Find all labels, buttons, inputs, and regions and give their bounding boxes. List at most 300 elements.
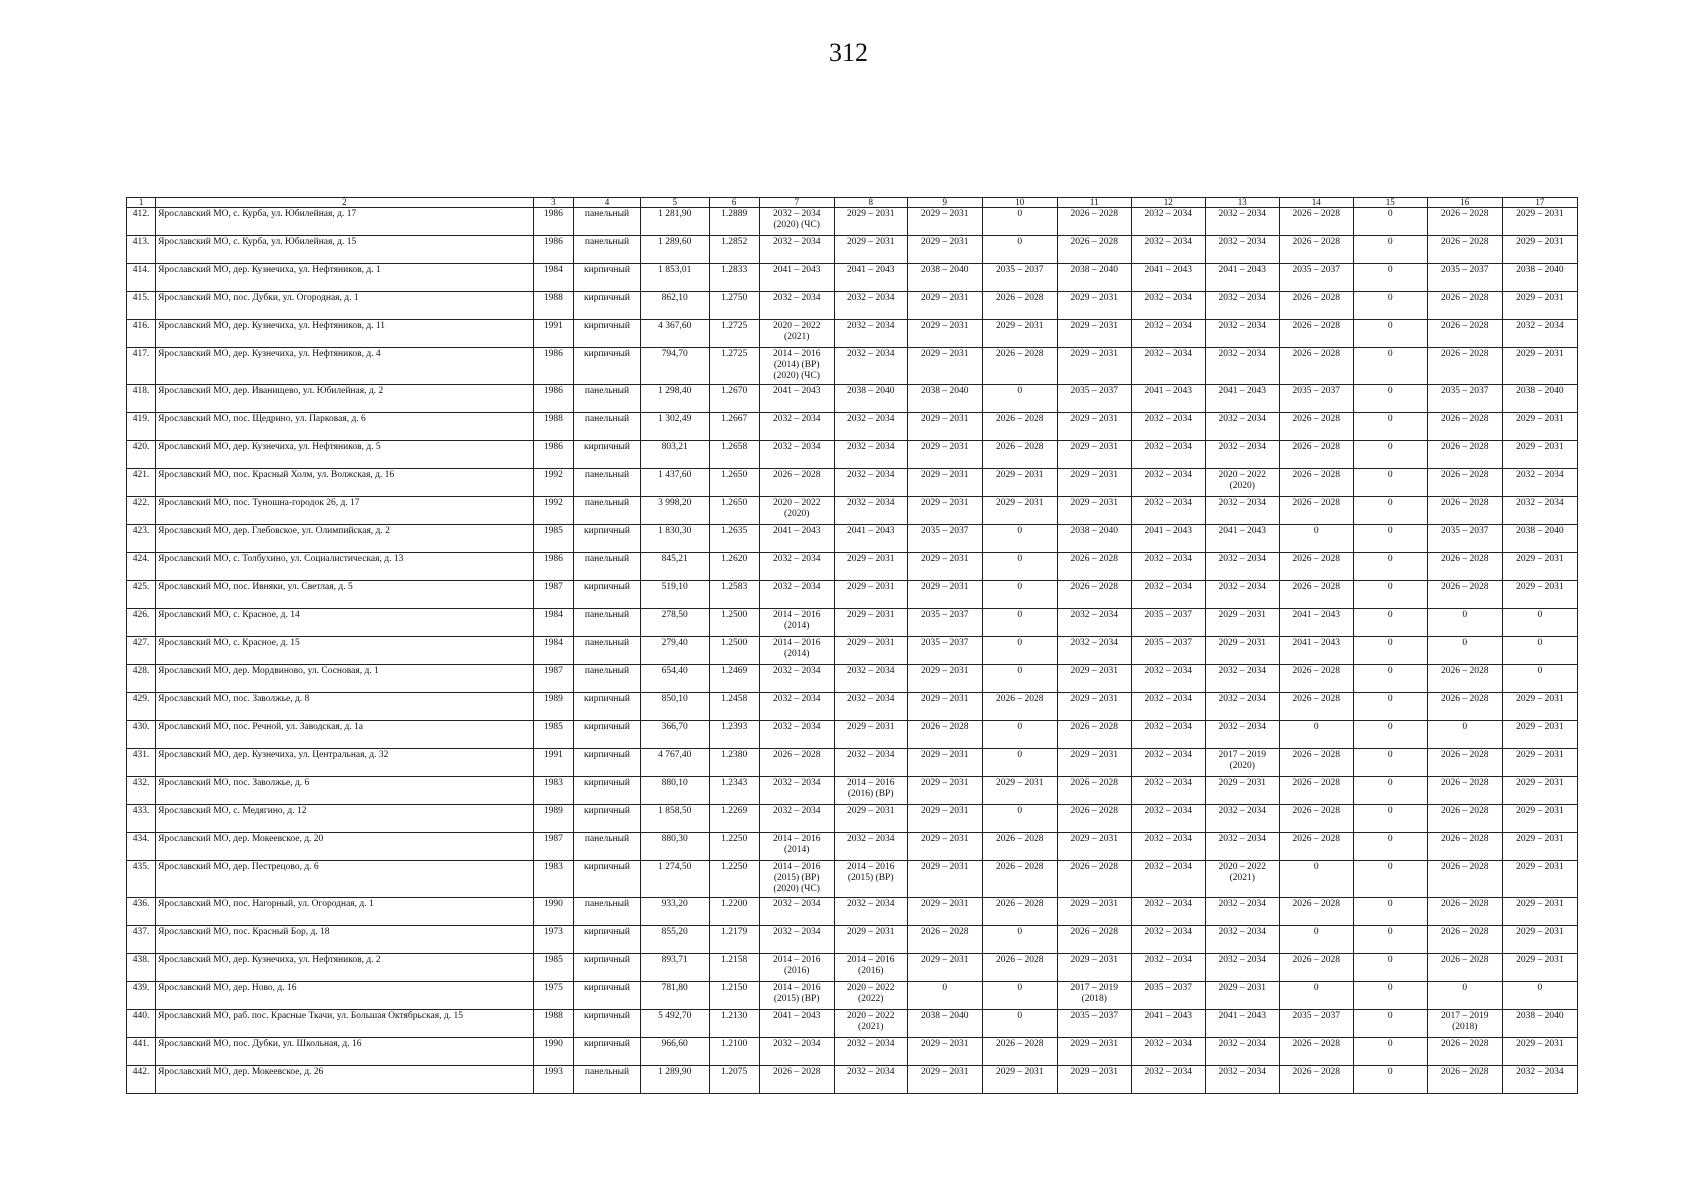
col16-cell: 0 [1427, 609, 1502, 637]
material-cell: кирпичный [574, 581, 641, 609]
area-cell: 366,70 [640, 721, 709, 749]
col17-cell: 2029 – 2031 [1502, 292, 1577, 320]
row-number: 433. [127, 805, 156, 833]
col10-cell: 0 [982, 208, 1057, 236]
col9-cell: 2029 – 2031 [907, 805, 982, 833]
col13-cell: 2032 – 2034 [1205, 292, 1279, 320]
col10-cell: 2026 – 2028 [982, 861, 1057, 898]
col16-cell: 2026 – 2028 [1427, 954, 1502, 982]
row-number: 417. [127, 348, 156, 385]
col15-cell: 0 [1353, 861, 1427, 898]
coefficient-cell: 1.2150 [709, 982, 759, 1010]
area-cell: 1 298,40 [640, 385, 709, 413]
table-row [127, 553, 1578, 581]
material-cell: панельный [574, 236, 641, 264]
col16-cell: 2026 – 2028 [1427, 320, 1502, 348]
row-number: 422. [127, 497, 156, 525]
year-cell: 1987 [533, 665, 574, 693]
col12-cell: 2032 – 2034 [1131, 441, 1205, 469]
col14-cell: 2035 – 2037 [1279, 385, 1353, 413]
coefficient-cell: 1.2130 [709, 1010, 759, 1038]
col14-cell: 0 [1279, 525, 1353, 553]
col15-cell: 0 [1353, 441, 1427, 469]
col16-cell: 2035 – 2037 [1427, 264, 1502, 292]
column-header: 10 [982, 198, 1057, 208]
col10-cell: 2026 – 2028 [982, 1038, 1057, 1066]
col17-cell: 2029 – 2031 [1502, 208, 1577, 236]
col14-cell: 2026 – 2028 [1279, 749, 1353, 777]
coefficient-cell: 1.2075 [709, 1066, 759, 1094]
row-number: 441. [127, 1038, 156, 1066]
year-cell: 1991 [533, 749, 574, 777]
area-cell: 519,10 [640, 581, 709, 609]
col9-cell: 2026 – 2028 [907, 926, 982, 954]
column-header: 1 [127, 198, 156, 208]
material-cell: кирпичный [574, 348, 641, 385]
col16-cell: 2026 – 2028 [1427, 348, 1502, 385]
col14-cell: 2026 – 2028 [1279, 553, 1353, 581]
col15-cell: 0 [1353, 749, 1427, 777]
col7-cell: 2026 – 2028 [759, 1066, 834, 1094]
address-cell: Ярославский МО, с. Курба, ул. Юбилейная, д. 17 [156, 208, 533, 236]
col11-cell: 2026 – 2028 [1057, 553, 1131, 581]
col13-cell: 2032 – 2034 [1205, 833, 1279, 861]
row-number: 423. [127, 525, 156, 553]
col17-cell: 2038 – 2040 [1502, 264, 1577, 292]
col14-cell: 2026 – 2028 [1279, 236, 1353, 264]
col11-cell: 2029 – 2031 [1057, 469, 1131, 497]
col14-cell: 0 [1279, 982, 1353, 1010]
column-header: 17 [1502, 198, 1577, 208]
year-cell: 1986 [533, 441, 574, 469]
area-cell: 850,10 [640, 693, 709, 721]
col11-cell: 2029 – 2031 [1057, 348, 1131, 385]
coefficient-cell: 1.2750 [709, 292, 759, 320]
col9-cell: 0 [907, 982, 982, 1010]
col9-cell: 2038 – 2040 [907, 1010, 982, 1038]
col13-cell: 2032 – 2034 [1205, 320, 1279, 348]
col17-cell: 2029 – 2031 [1502, 693, 1577, 721]
area-cell: 893,71 [640, 954, 709, 982]
table-row [127, 348, 1578, 385]
area-cell: 1 302,49 [640, 413, 709, 441]
area-cell: 794,70 [640, 348, 709, 385]
table-row [127, 777, 1578, 805]
year-cell: 1973 [533, 926, 574, 954]
row-number: 435. [127, 861, 156, 898]
coefficient-cell: 1.2670 [709, 385, 759, 413]
address-cell: Ярославский МО, дер. Кузнечиха, ул. Центральная, д. 32 [156, 749, 533, 777]
address-cell: Ярославский МО, дер. Пестрецово, д. 6 [156, 861, 533, 898]
col9-cell: 2029 – 2031 [907, 1066, 982, 1094]
col7-cell: 2032 – 2034 [759, 665, 834, 693]
col17-cell: 0 [1502, 637, 1577, 665]
col16-cell: 2026 – 2028 [1427, 441, 1502, 469]
col15-cell: 0 [1353, 1066, 1427, 1094]
col15-cell: 0 [1353, 320, 1427, 348]
col11-cell: 2035 – 2037 [1057, 385, 1131, 413]
col10-cell: 2029 – 2031 [982, 497, 1057, 525]
col12-cell: 2041 – 2043 [1131, 525, 1205, 553]
col8-cell: 2029 – 2031 [834, 236, 907, 264]
col12-cell: 2032 – 2034 [1131, 413, 1205, 441]
column-header: 3 [533, 198, 574, 208]
col10-cell: 0 [982, 721, 1057, 749]
area-cell: 880,30 [640, 833, 709, 861]
material-cell: кирпичный [574, 926, 641, 954]
table-body [127, 208, 1578, 1094]
col13-cell: 2032 – 2034 [1205, 926, 1279, 954]
col17-cell: 2038 – 2040 [1502, 385, 1577, 413]
col7-cell: 2032 – 2034 [759, 898, 834, 926]
address-cell: Ярославский МО, раб. пос. Красные Ткачи, ул. Большая Октябрьская, д. 15 [156, 1010, 533, 1038]
col12-cell: 2041 – 2043 [1131, 1010, 1205, 1038]
address-cell: Ярославский МО, дер. Кузнечиха, ул. Нефтяников, д. 4 [156, 348, 533, 385]
column-header: 8 [834, 198, 907, 208]
col7-cell: 2032 – 2034 [759, 292, 834, 320]
material-cell: кирпичный [574, 805, 641, 833]
material-cell: кирпичный [574, 320, 641, 348]
col14-cell: 2026 – 2028 [1279, 581, 1353, 609]
col15-cell: 0 [1353, 954, 1427, 982]
col10-cell: 2029 – 2031 [982, 469, 1057, 497]
year-cell: 1987 [533, 833, 574, 861]
material-cell: кирпичный [574, 721, 641, 749]
col14-cell: 2035 – 2037 [1279, 1010, 1353, 1038]
col14-cell: 2026 – 2028 [1279, 954, 1353, 982]
col9-cell: 2029 – 2031 [907, 413, 982, 441]
table-row [127, 665, 1578, 693]
material-cell: панельный [574, 609, 641, 637]
col15-cell: 0 [1353, 553, 1427, 581]
col9-cell: 2029 – 2031 [907, 441, 982, 469]
column-header: 12 [1131, 198, 1205, 208]
col7-cell: 2041 – 2043 [759, 385, 834, 413]
col10-cell: 0 [982, 637, 1057, 665]
column-header: 9 [907, 198, 982, 208]
address-cell: Ярославский МО, пос. Ивняки, ул. Светлая, д. 5 [156, 581, 533, 609]
col8-cell: 2029 – 2031 [834, 609, 907, 637]
col17-cell: 2029 – 2031 [1502, 348, 1577, 385]
address-cell: Ярославский МО, с. Красное, д. 14 [156, 609, 533, 637]
column-header: 14 [1279, 198, 1353, 208]
col9-cell: 2029 – 2031 [907, 693, 982, 721]
col12-cell: 2032 – 2034 [1131, 777, 1205, 805]
page-number: 312 [829, 38, 868, 67]
col16-cell: 2026 – 2028 [1427, 469, 1502, 497]
col15-cell: 0 [1353, 665, 1427, 693]
year-cell: 1988 [533, 413, 574, 441]
col11-cell: 2032 – 2034 [1057, 637, 1131, 665]
table-row [127, 497, 1578, 525]
address-cell: Ярославский МО, дер. Кузнечиха, ул. Нефтяников, д. 11 [156, 320, 533, 348]
row-number: 432. [127, 777, 156, 805]
col13-cell: 2032 – 2034 [1205, 441, 1279, 469]
row-number: 425. [127, 581, 156, 609]
table-row [127, 292, 1578, 320]
coefficient-cell: 1.2852 [709, 236, 759, 264]
year-cell: 1985 [533, 525, 574, 553]
col8-cell: 2029 – 2031 [834, 208, 907, 236]
table-row [127, 469, 1578, 497]
col14-cell: 2026 – 2028 [1279, 469, 1353, 497]
col15-cell: 0 [1353, 609, 1427, 637]
col14-cell: 0 [1279, 861, 1353, 898]
col12-cell: 2032 – 2034 [1131, 805, 1205, 833]
coefficient-cell: 1.2725 [709, 320, 759, 348]
col13-cell: 2029 – 2031 [1205, 637, 1279, 665]
material-cell: кирпичный [574, 441, 641, 469]
col11-cell: 2038 – 2040 [1057, 264, 1131, 292]
col16-cell: 2026 – 2028 [1427, 898, 1502, 926]
col11-cell: 2029 – 2031 [1057, 898, 1131, 926]
table-row [127, 208, 1578, 236]
col10-cell: 2026 – 2028 [982, 413, 1057, 441]
area-cell: 803,21 [640, 441, 709, 469]
col7-cell: 2032 – 2034 [759, 1038, 834, 1066]
col10-cell: 2029 – 2031 [982, 1066, 1057, 1094]
area-cell: 880,10 [640, 777, 709, 805]
col9-cell: 2029 – 2031 [907, 777, 982, 805]
col10-cell: 0 [982, 581, 1057, 609]
col12-cell: 2032 – 2034 [1131, 320, 1205, 348]
col17-cell: 2029 – 2031 [1502, 805, 1577, 833]
col11-cell: 2032 – 2034 [1057, 609, 1131, 637]
col14-cell: 2035 – 2037 [1279, 264, 1353, 292]
column-header: 16 [1427, 198, 1502, 208]
col16-cell: 2017 – 2019 (2018) [1427, 1010, 1502, 1038]
table-row [127, 982, 1578, 1010]
col11-cell: 2029 – 2031 [1057, 292, 1131, 320]
col12-cell: 2032 – 2034 [1131, 693, 1205, 721]
col12-cell: 2032 – 2034 [1131, 926, 1205, 954]
address-cell: Ярославский МО, дер. Мордвиново, ул. Сосновая, д. 1 [156, 665, 533, 693]
row-number: 431. [127, 749, 156, 777]
col8-cell: 2014 – 2016 (2016) [834, 954, 907, 982]
coefficient-cell: 1.2635 [709, 525, 759, 553]
col7-cell: 2032 – 2034 [759, 721, 834, 749]
col14-cell: 2041 – 2043 [1279, 609, 1353, 637]
column-header: 5 [640, 198, 709, 208]
col13-cell: 2032 – 2034 [1205, 581, 1279, 609]
material-cell: панельный [574, 497, 641, 525]
col9-cell: 2029 – 2031 [907, 581, 982, 609]
col8-cell: 2032 – 2034 [834, 497, 907, 525]
col10-cell: 2026 – 2028 [982, 693, 1057, 721]
address-cell: Ярославский МО, пос. Красный Холм, ул. Волжская, д. 16 [156, 469, 533, 497]
row-number: 419. [127, 413, 156, 441]
col14-cell: 0 [1279, 721, 1353, 749]
col7-cell: 2026 – 2028 [759, 469, 834, 497]
col9-cell: 2029 – 2031 [907, 236, 982, 264]
address-cell: Ярославский МО, дер. Глебовское, ул. Олимпийская, д. 2 [156, 525, 533, 553]
year-cell: 1975 [533, 982, 574, 1010]
col15-cell: 0 [1353, 926, 1427, 954]
row-number: 429. [127, 693, 156, 721]
col12-cell: 2035 – 2037 [1131, 609, 1205, 637]
address-cell: Ярославский МО, пос. Туношна-городок 26, д. 17 [156, 497, 533, 525]
col13-cell: 2020 – 2022 (2020) [1205, 469, 1279, 497]
coefficient-cell: 1.2833 [709, 264, 759, 292]
col15-cell: 0 [1353, 1038, 1427, 1066]
col12-cell: 2035 – 2037 [1131, 637, 1205, 665]
area-cell: 279,40 [640, 637, 709, 665]
col15-cell: 0 [1353, 1010, 1427, 1038]
year-cell: 1988 [533, 1010, 574, 1038]
col15-cell: 0 [1353, 637, 1427, 665]
year-cell: 1984 [533, 637, 574, 665]
col13-cell: 2041 – 2043 [1205, 264, 1279, 292]
row-number: 418. [127, 385, 156, 413]
material-cell: панельный [574, 898, 641, 926]
col13-cell: 2032 – 2034 [1205, 954, 1279, 982]
col14-cell: 2026 – 2028 [1279, 320, 1353, 348]
col13-cell: 2032 – 2034 [1205, 413, 1279, 441]
table-row [127, 264, 1578, 292]
area-cell: 855,20 [640, 926, 709, 954]
area-cell: 5 492,70 [640, 1010, 709, 1038]
col16-cell: 2035 – 2037 [1427, 385, 1502, 413]
col11-cell: 2029 – 2031 [1057, 833, 1131, 861]
col9-cell: 2029 – 2031 [907, 1038, 982, 1066]
col12-cell: 2032 – 2034 [1131, 581, 1205, 609]
col17-cell: 2038 – 2040 [1502, 1010, 1577, 1038]
area-cell: 278,50 [640, 609, 709, 637]
area-cell: 966,60 [640, 1038, 709, 1066]
col12-cell: 2032 – 2034 [1131, 833, 1205, 861]
col13-cell: 2032 – 2034 [1205, 236, 1279, 264]
table-row [127, 1010, 1578, 1038]
year-cell: 1986 [533, 553, 574, 581]
coefficient-cell: 1.2179 [709, 926, 759, 954]
material-cell: панельный [574, 469, 641, 497]
address-cell: Ярославский МО, дер. Кузнечиха, ул. Нефтяников, д. 2 [156, 954, 533, 982]
address-cell: Ярославский МО, дер. Мокеевское, д. 26 [156, 1066, 533, 1094]
area-cell: 862,10 [640, 292, 709, 320]
year-cell: 1989 [533, 805, 574, 833]
material-cell: кирпичный [574, 1038, 641, 1066]
area-cell: 4 767,40 [640, 749, 709, 777]
row-number: 442. [127, 1066, 156, 1094]
col10-cell: 0 [982, 926, 1057, 954]
col11-cell: 2029 – 2031 [1057, 1038, 1131, 1066]
col10-cell: 0 [982, 749, 1057, 777]
material-cell: кирпичный [574, 525, 641, 553]
area-cell: 1 830,30 [640, 525, 709, 553]
area-cell: 3 998,20 [640, 497, 709, 525]
row-number: 412. [127, 208, 156, 236]
col8-cell: 2032 – 2034 [834, 833, 907, 861]
year-cell: 1983 [533, 861, 574, 898]
coefficient-cell: 1.2469 [709, 665, 759, 693]
col14-cell: 2041 – 2043 [1279, 637, 1353, 665]
coefficient-cell: 1.2650 [709, 497, 759, 525]
coefficient-cell: 1.2250 [709, 861, 759, 898]
col16-cell: 2026 – 2028 [1427, 749, 1502, 777]
col17-cell: 2032 – 2034 [1502, 469, 1577, 497]
col8-cell: 2032 – 2034 [834, 320, 907, 348]
col8-cell: 2032 – 2034 [834, 1066, 907, 1094]
col7-cell: 2026 – 2028 [759, 749, 834, 777]
col12-cell: 2032 – 2034 [1131, 721, 1205, 749]
col9-cell: 2035 – 2037 [907, 609, 982, 637]
col17-cell: 2032 – 2034 [1502, 1066, 1577, 1094]
col10-cell: 2029 – 2031 [982, 320, 1057, 348]
col9-cell: 2029 – 2031 [907, 833, 982, 861]
coefficient-cell: 1.2725 [709, 348, 759, 385]
table-row [127, 721, 1578, 749]
col15-cell: 0 [1353, 805, 1427, 833]
col8-cell: 2029 – 2031 [834, 926, 907, 954]
col13-cell: 2032 – 2034 [1205, 665, 1279, 693]
col7-cell: 2032 – 2034 [759, 777, 834, 805]
col14-cell: 2026 – 2028 [1279, 413, 1353, 441]
col17-cell: 2029 – 2031 [1502, 236, 1577, 264]
row-number: 414. [127, 264, 156, 292]
year-cell: 1991 [533, 320, 574, 348]
col12-cell: 2041 – 2043 [1131, 264, 1205, 292]
row-number: 415. [127, 292, 156, 320]
col7-cell: 2014 – 2016 (2014) [759, 637, 834, 665]
address-cell: Ярославский МО, дер. Кузнечиха, ул. Нефтяников, д. 5 [156, 441, 533, 469]
year-cell: 1986 [533, 208, 574, 236]
col9-cell: 2029 – 2031 [907, 954, 982, 982]
col16-cell: 2026 – 2028 [1427, 861, 1502, 898]
col17-cell: 2029 – 2031 [1502, 954, 1577, 982]
col7-cell: 2014 – 2016 (2014) [759, 609, 834, 637]
col12-cell: 2032 – 2034 [1131, 208, 1205, 236]
col12-cell: 2032 – 2034 [1131, 665, 1205, 693]
col14-cell: 2026 – 2028 [1279, 665, 1353, 693]
col10-cell: 2026 – 2028 [982, 348, 1057, 385]
material-cell: кирпичный [574, 693, 641, 721]
col16-cell: 2026 – 2028 [1427, 292, 1502, 320]
register-table [126, 197, 1578, 1094]
col7-cell: 2032 – 2034 [759, 926, 834, 954]
material-cell: кирпичный [574, 749, 641, 777]
col9-cell: 2029 – 2031 [907, 320, 982, 348]
col8-cell: 2041 – 2043 [834, 525, 907, 553]
col12-cell: 2032 – 2034 [1131, 497, 1205, 525]
table-row [127, 581, 1578, 609]
column-header: 4 [574, 198, 641, 208]
col9-cell: 2029 – 2031 [907, 898, 982, 926]
col7-cell: 2020 – 2022 (2020) [759, 497, 834, 525]
table-row [127, 805, 1578, 833]
table-row [127, 833, 1578, 861]
col16-cell: 2026 – 2028 [1427, 1038, 1502, 1066]
col10-cell: 2035 – 2037 [982, 264, 1057, 292]
address-cell: Ярославский МО, с. Толбухино, ул. Социалистическая, д. 13 [156, 553, 533, 581]
col15-cell: 0 [1353, 581, 1427, 609]
col8-cell: 2032 – 2034 [834, 292, 907, 320]
material-cell: панельный [574, 385, 641, 413]
address-cell: Ярославский МО, пос. Заволжье, д. 6 [156, 777, 533, 805]
col13-cell: 2041 – 2043 [1205, 385, 1279, 413]
col14-cell: 2026 – 2028 [1279, 805, 1353, 833]
address-cell: Ярославский МО, пос. Дубки, ул. Школьная, д. 16 [156, 1038, 533, 1066]
col16-cell: 2035 – 2037 [1427, 525, 1502, 553]
col10-cell: 2026 – 2028 [982, 833, 1057, 861]
col13-cell: 2029 – 2031 [1205, 777, 1279, 805]
table-row [127, 385, 1578, 413]
column-header: 6 [709, 198, 759, 208]
area-cell: 781,80 [640, 982, 709, 1010]
col11-cell: 2038 – 2040 [1057, 525, 1131, 553]
col9-cell: 2029 – 2031 [907, 208, 982, 236]
col7-cell: 2014 – 2016 (2014) [759, 833, 834, 861]
col16-cell: 2026 – 2028 [1427, 553, 1502, 581]
